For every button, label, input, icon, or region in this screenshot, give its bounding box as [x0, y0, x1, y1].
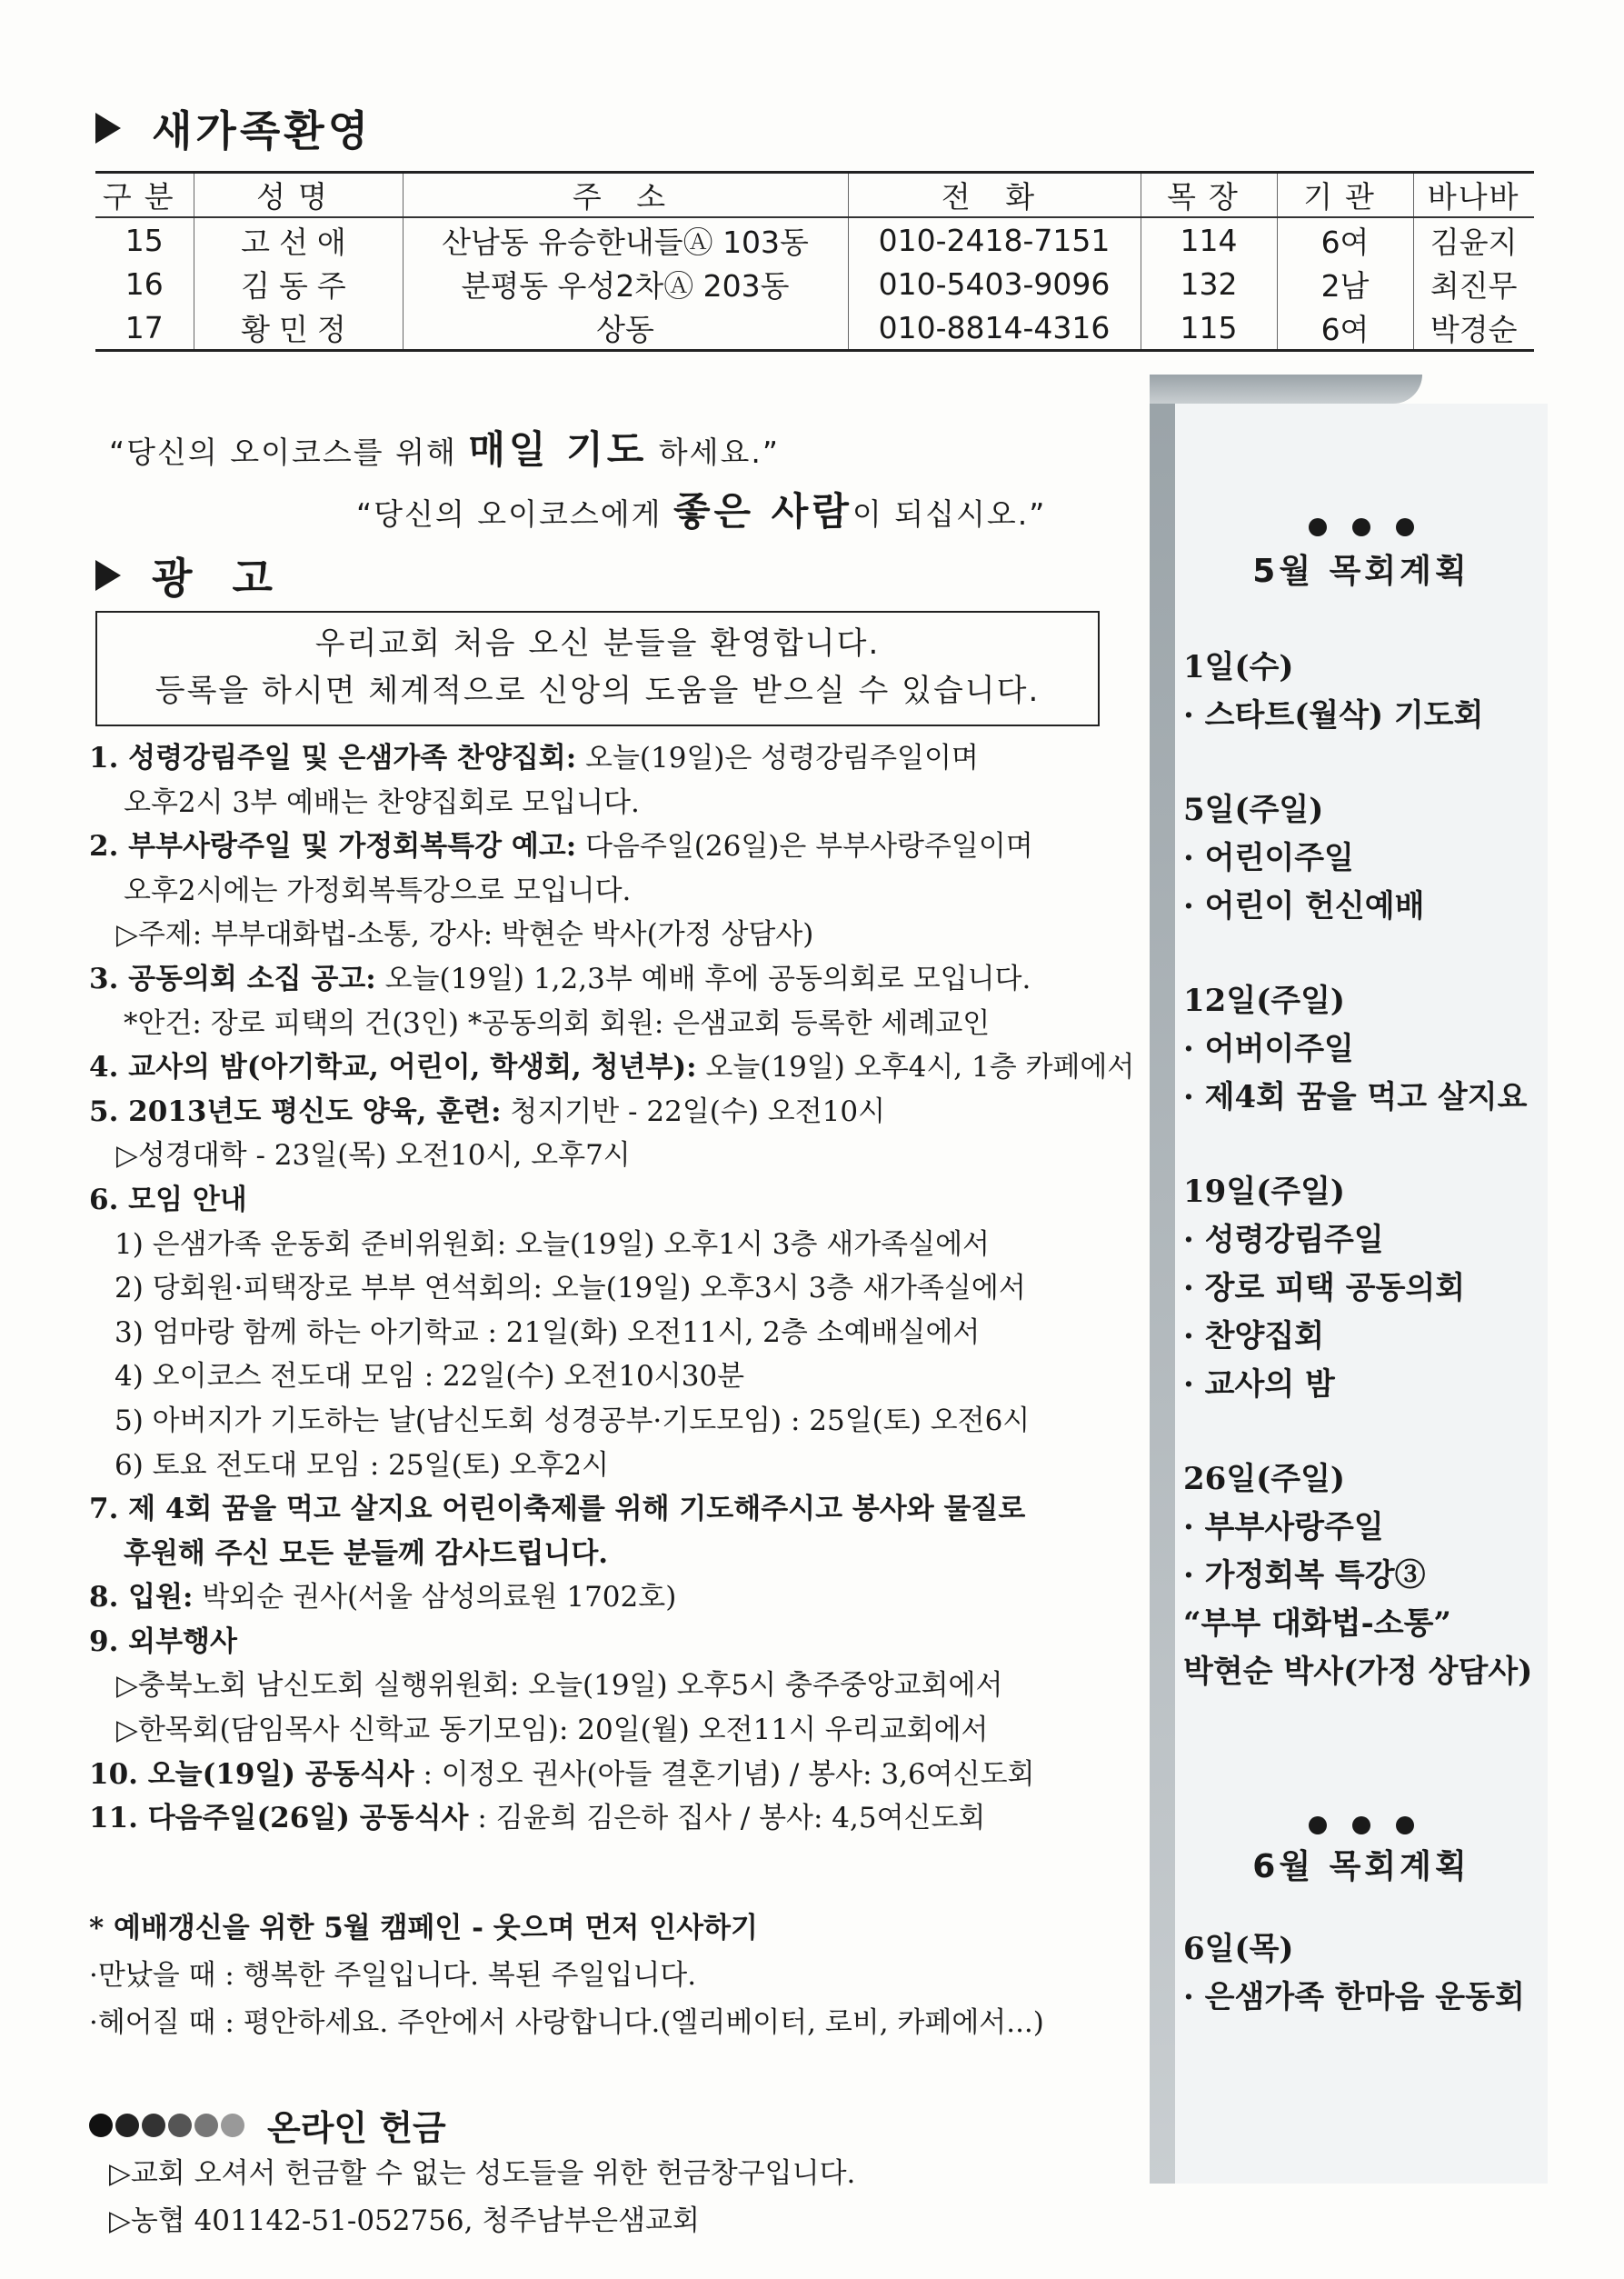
plan-item: · 스타트(월삭) 기도회: [1183, 697, 1484, 734]
item-heading: 9. 외부행사: [89, 1624, 237, 1658]
table-cell: 황민정: [194, 305, 403, 351]
item-text: : 이정오 권사(아들 결혼기념) / 봉사: 3,6여신도회: [413, 1757, 1035, 1791]
list-item: ▷충북노회 남신도회 실행위원회: 오늘(19일) 오후5시 충주중앙교회에서: [116, 1669, 1003, 1703]
new-family-heading: [95, 98, 372, 158]
table-cell: 박경순: [1413, 305, 1534, 351]
table-cell: 114: [1141, 217, 1277, 262]
table-cell: 010-2418-7151: [848, 217, 1141, 262]
table-cell: 15: [125, 222, 164, 258]
table-header-row: [95, 173, 1534, 218]
bullet-dot-icon: [1396, 518, 1414, 536]
col-header: 목장: [1141, 173, 1277, 218]
list-item: ▷주제: 부부대화법-소통, 강사: 박현순 박사(가정 상담사): [116, 918, 814, 952]
plan-item: · 성령강림주일: [1183, 1222, 1384, 1258]
ads-heading: [95, 545, 285, 605]
plan-date: 26일(주일): [1183, 1461, 1346, 1497]
bullet-dot-icon: [1352, 518, 1370, 536]
sidebar-top-tab: [1150, 375, 1422, 404]
quote-text: “당신의 오이코스를 위해: [109, 435, 469, 470]
plan-item: · 찬양집회: [1183, 1318, 1325, 1354]
table-row: [95, 305, 1534, 351]
table-cell: 6여: [1277, 217, 1413, 262]
item-text: 오늘(19일) 오후4시, 1층 카페에서: [696, 1051, 1135, 1085]
quote-text: 이 되십시오.”: [852, 496, 1047, 532]
quote-pray: [109, 420, 780, 475]
plan-item: · 은샘가족 한마음 운동회: [1183, 1979, 1525, 2015]
item-text: 다음주일(26일)은 부부사랑주일이며: [576, 830, 1033, 864]
list-item: 4) 오이코스 전도대 모임 : 22일(수) 오전10시30분: [115, 1360, 745, 1394]
item-heading: 7. 제 4회 꿈을 먹고 살지요 어린이축제를 위해 기도해주시고 봉사와 물질로: [89, 1493, 1026, 1526]
table-cell: 김윤지: [1413, 217, 1534, 262]
list-item: [89, 1090, 1134, 1135]
item-heading: 후원해 주신 모든 분들께 감사드립니다.: [124, 1536, 609, 1570]
plan-item: · 제4회 꿈을 먹고 살지요: [1183, 1079, 1528, 1115]
col-header: 성명: [194, 173, 403, 218]
table-cell: 010-5403-9096: [848, 262, 1141, 305]
bullet-dot-icon: [1396, 1816, 1414, 1834]
item-heading: 11. 다음주일(26일) 공동식사: [89, 1802, 469, 1835]
table-cell: 김동주: [194, 262, 403, 305]
item-heading: 2. 부부사랑주일 및 가정회복특강 예고:: [89, 830, 577, 864]
bullet-dot-icon: [142, 2114, 165, 2137]
list-item: [89, 1575, 1134, 1620]
online-offering-heading: [89, 2100, 446, 2150]
plan-date: 12일(주일): [1183, 983, 1346, 1019]
online-offering-title: 온라인 헌금: [267, 2108, 446, 2148]
bullet-dot-icon: [115, 2114, 139, 2137]
quote-good-person: [356, 482, 1046, 536]
list-item: [89, 1753, 1134, 1797]
table-row: [95, 262, 1534, 305]
item-text: 박외순 권사(서울 삼성의료원 1702호): [193, 1581, 677, 1614]
triangle-bullet-icon: [95, 560, 121, 591]
item-heading: 3. 공동의회 소집 공고:: [89, 962, 376, 995]
table-cell: 분평동 우성2차Ⓐ 203동: [403, 262, 848, 305]
table-cell: 115: [1141, 305, 1277, 351]
quote-emphasis: 매일 기도: [468, 427, 648, 472]
list-item: *안건: 장로 피택의 건(3인) *공동의회 회원: 은샘교회 등록한 세례교인: [124, 1006, 991, 1040]
ads-title: 광 고: [152, 554, 285, 603]
list-item: [89, 1796, 1134, 1841]
table-cell: 최진무: [1413, 262, 1534, 305]
plan-item: · 부부사랑주일: [1183, 1509, 1384, 1545]
campaign-title: * 예배갱신을 위한 5월 캠페인 - 웃으며 먼저 인사하기: [89, 1912, 758, 1944]
new-family-title: 새가족환영: [152, 106, 373, 155]
table-cell: 고선애: [194, 217, 403, 262]
may-plan-title: 5월 목회계획: [1252, 553, 1470, 590]
list-item: [89, 957, 1134, 1002]
table-cell: 010-8814-4316: [848, 305, 1141, 351]
item-heading: 6. 모임 안내: [89, 1183, 247, 1216]
bullet-dot-icon: [194, 2114, 218, 2137]
may-plan-list: [1183, 644, 1532, 1696]
quote-emphasis: 좋은 사람: [673, 489, 852, 534]
col-header: 주 소: [403, 173, 848, 218]
sidebar-dots: [1175, 518, 1548, 536]
list-item: 2) 당회원·피택장로 부부 연석회의: 오늘(19일) 오후3시 3층 새가족실에서: [115, 1272, 1026, 1305]
bullet-dot-icon: [1352, 1816, 1370, 1834]
plan-item: · 교사의 밤: [1183, 1366, 1335, 1403]
table-cell: 산남동 유승한내들Ⓐ 103동: [403, 217, 848, 262]
plan-date: 5일(주일): [1183, 792, 1324, 828]
list-item: [89, 825, 1134, 869]
welcome-line: 우리교회 처음 오신 분들을 환영합니다.: [314, 625, 881, 662]
item-text: 오늘(19일) 1,2,3부 예배 후에 공동의회로 모입니다.: [375, 962, 1031, 995]
plan-date: 19일(주일): [1183, 1174, 1346, 1210]
list-item: ▷성경대학 - 23일(목) 오전10시, 오후7시: [116, 1139, 631, 1173]
plan-item: · 어린이 헌신예배: [1183, 888, 1425, 925]
table-cell: 2남: [1277, 262, 1413, 305]
item-heading: 10. 오늘(19일) 공동식사: [89, 1757, 414, 1791]
plan-item: “부부 대화법-소통”: [1183, 1605, 1451, 1642]
list-item: [89, 1045, 1134, 1090]
col-header: 기관: [1277, 173, 1413, 218]
plan-item: · 가정회복 특강③: [1183, 1557, 1426, 1594]
june-plan-list: [1183, 1925, 1525, 2022]
item-text: 청지기반 - 22일(수) 오전10시: [501, 1095, 886, 1128]
plan-date: 1일(수): [1183, 649, 1294, 685]
item-heading: 8. 입원:: [89, 1581, 194, 1614]
bullet-dot-icon: [89, 2114, 113, 2137]
item-heading: 4. 교사의 밤(아기학교, 어린이, 학생회, 청년부):: [89, 1051, 697, 1085]
june-plan-title: 6월 목회계획: [1252, 1848, 1470, 1885]
list-item: 오후2시에는 가정회복특강으로 모입니다.: [124, 874, 632, 907]
table-cell: 132: [1141, 262, 1277, 305]
item-heading: 5. 2013년도 평신도 양육, 훈련:: [89, 1095, 502, 1128]
col-header: 구분: [95, 173, 194, 218]
table-row: [95, 217, 1534, 262]
list-item: [89, 1620, 1134, 1664]
list-item: [89, 1178, 1134, 1223]
list-item: 3) 엄마랑 함께 하는 아기학교 : 21일(화) 오전11시, 2층 소예배실에서: [115, 1315, 981, 1349]
sidebar-edge: [1150, 375, 1175, 2184]
campaign-section: [89, 1904, 1044, 2046]
list-item: 1) 은샘가족 운동회 준비위원회: 오늘(19일) 오후1시 3층 새가족실에서: [115, 1227, 990, 1261]
plan-date: 6일(목): [1183, 1931, 1294, 1967]
plan-item: · 어린이주일: [1183, 840, 1354, 876]
online-offering-body: [109, 2150, 855, 2244]
campaign-line: ·만났을 때 : 행복한 주일입니다. 복된 주일입니다.: [89, 1959, 697, 1992]
welcome-line: 등록을 하시면 체계적으로 신앙의 도움을 받으실 수 있습니다.: [154, 673, 1041, 709]
table-cell: 17: [125, 309, 164, 345]
list-item: [89, 1487, 1134, 1532]
list-item: [89, 1532, 1134, 1576]
bullet-dot-icon: [221, 2114, 244, 2137]
welcome-box: [95, 611, 1100, 726]
table-cell: 6여: [1277, 305, 1413, 351]
quote-text: 하세요.”: [647, 435, 780, 470]
sidebar-dots: [1175, 1816, 1548, 1834]
table-cell: 16: [125, 265, 164, 302]
item-text: 오늘(19일)은 성령강림주일이며: [576, 742, 979, 775]
online-line: ▷교회 오셔서 헌금할 수 없는 성도들을 위한 헌금창구입니다.: [109, 2157, 856, 2190]
plan-item: · 어버이주일: [1183, 1031, 1354, 1067]
campaign-line: ·헤어질 때 : 평안하세요. 주안에서 사랑합니다.(엘리베이터, 로비, 카페에서...): [89, 2006, 1044, 2039]
list-item: 오후2시 3부 예배는 찬양집회로 모입니다.: [124, 785, 640, 819]
new-family-table: [95, 171, 1534, 352]
bullet-dot-icon: [1309, 1816, 1327, 1834]
triangle-bullet-icon: [95, 113, 121, 144]
list-item: [89, 736, 1134, 781]
item-heading: 1. 성령강림주일 및 은샘가족 찬양집회:: [89, 742, 577, 775]
quote-text: “당신의 오이코스에게: [356, 496, 673, 532]
plan-item: · 장로 피택 공동의회: [1183, 1270, 1466, 1306]
announcement-list: [89, 736, 1134, 1841]
list-item: ▷한목회(담임목사 신학교 동기모임): 20일(월) 오전11시 우리교회에서: [116, 1714, 989, 1747]
bullet-dot-icon: [168, 2114, 192, 2137]
list-item: 6) 토요 전도대 모임 : 25일(토) 오후2시: [115, 1448, 610, 1482]
col-header: 전 화: [848, 173, 1141, 218]
table-cell: 상동: [403, 305, 848, 351]
online-line: ▷농협 401142-51-052756, 청주남부은샘교회: [109, 2204, 700, 2237]
item-text: : 김윤희 김은하 집사 / 봉사: 4,5여신도회: [468, 1802, 986, 1835]
plan-item: 박현순 박사(가정 상담사): [1183, 1654, 1533, 1690]
bullet-dot-icon: [1309, 518, 1327, 536]
list-item: 5) 아버지가 기도하는 날(남신도회 성경공부·기도모임) : 25일(토) 오전6시: [115, 1404, 1031, 1437]
col-header: 바나바: [1413, 173, 1534, 218]
